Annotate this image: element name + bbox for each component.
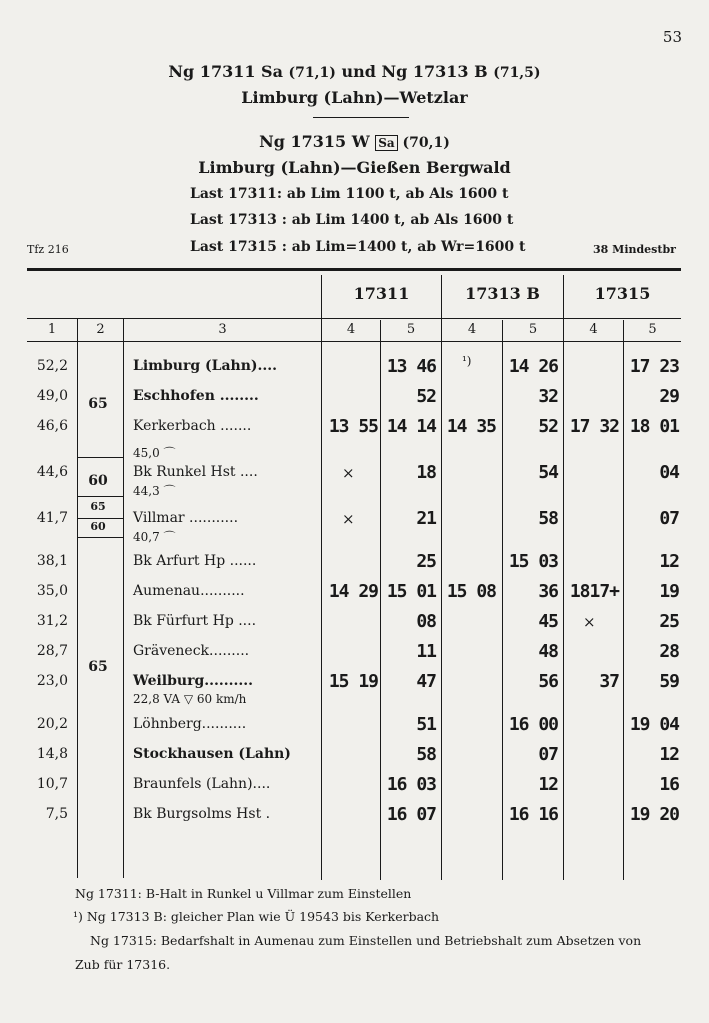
km-note-407: 40,7 ⌒ [133,530,176,544]
colnum-1: 1 [47,322,57,337]
time-cell: 29 [659,386,679,407]
time-cell: 47 [416,671,436,692]
gradient-icon: ⌒ [163,484,176,498]
time-cell: 14 29 [328,581,378,602]
train-17315-header: 17315 [594,284,651,303]
km-value: 52,2 [36,358,68,374]
time-cell: 52 [416,386,436,407]
km-note-443: 44,3 ⌒ [133,484,176,498]
colnum-5c: 5 [648,322,657,337]
time-cell: 04 [659,462,679,483]
sa-boxed-label: Sa [375,135,397,151]
footnote-3-cont: Zub für 17316. [75,957,171,972]
time-cell: 11 [416,641,436,662]
speed-60: 60 [88,473,108,489]
km-value: 31,2 [36,613,68,629]
time-cell: 07 [538,744,558,765]
time-cell: 21 [416,508,436,529]
footnote-ref: ¹) [462,354,472,368]
speed-65-lower: 65 [88,659,108,675]
time-cell: 18 01 [629,416,679,437]
colnum-3: 3 [218,322,227,337]
time-cell: 16 00 [508,714,558,735]
time-cell: 58 [416,744,436,765]
speed-60-small: 60 [90,520,106,533]
time-cell: 37 [599,671,619,692]
table-colnum-rule [27,341,681,342]
km-value: 7,5 [45,806,68,822]
time-cell: 12 [659,744,679,765]
time-cell: 08 [416,611,436,632]
time-cell: 16 16 [508,804,558,825]
mindestbr-label: 38 Mindestbr [593,243,676,256]
station-name: Kerkerbach ....... [133,418,252,434]
time-cell: 45 [538,611,558,632]
vline-7 [563,275,564,880]
footnote-1: Ng 17311: B-Halt in Runkel u Villmar zum Einstellen [75,886,412,901]
time-cell: 14 26 [508,356,558,377]
km-value: 14,8 [36,746,68,762]
time-cell: 14 14 [386,416,436,437]
time-cell: 56 [538,671,558,692]
km-value: 20,2 [36,716,68,732]
time-cell: 15 19 [328,671,378,692]
time-cell: 25 [416,551,436,572]
station-name: Stockhausen (Lahn) [133,746,291,762]
time-cell: 16 [659,774,679,795]
time-cell: 28 [659,641,679,662]
train-17311-header: 17311 [353,284,410,303]
km-value: 35,0 [36,583,68,599]
time-cell: 17 23 [629,356,679,377]
station-name: Bk Burgsolms Hst . [133,806,271,822]
colnum-2: 2 [96,322,105,337]
time-cell: 14 35 [446,416,496,437]
no-stop-marker: × [342,510,355,528]
time-cell: 51 [416,714,436,735]
tfz-label: Tfz 216 [27,243,69,256]
station-name: Bk Runkel Hst .... [133,464,258,480]
km-value: 38,1 [36,553,68,569]
speed-divider [78,518,123,519]
vline-2 [123,318,124,878]
speed-65: 65 [88,396,108,412]
time-cell: 16 03 [386,774,436,795]
km-value: 28,7 [36,643,68,659]
colnum-4c: 4 [589,322,598,337]
km-note-450: 45,0 ⌒ [133,446,176,460]
last-17313: Last 17313 : ab Lim 1400 t, ab Als 1600 t [190,212,514,228]
speed-65-small: 65 [90,500,106,513]
speed-divider [78,457,123,458]
time-cell: 54 [538,462,558,483]
time-cell: 58 [538,508,558,529]
time-cell: 12 [659,551,679,572]
colnum-4a: 4 [346,322,356,337]
train-17313-header: 17313 B [465,284,540,303]
km-value: 23,0 [36,673,68,689]
table-top-rule [27,268,681,271]
time-cell: 15 03 [508,551,558,572]
station-name: Eschhofen ........ [133,388,259,404]
time-cell: 19 04 [629,714,679,735]
last-17315: Last 17315 : ab Lim=1400 t, ab Wr=1600 t [190,239,526,255]
title-line-1: Ng 17311 Sa (71,1) und Ng 17313 B (71,5) [168,62,541,81]
time-cell: 07 [659,508,679,529]
km-value: 44,6 [36,464,68,480]
gradient-icon: ⌒ [163,530,176,544]
time-cell: 19 [659,581,679,602]
time-cell: 13 55 [328,416,378,437]
time-cell: 16 07 [386,804,436,825]
speed-divider [78,537,123,538]
station-name: Gräveneck......... [133,643,250,659]
speed-divider [78,496,123,497]
time-cell: 59 [659,671,679,692]
time-cell: 48 [538,641,558,662]
time-cell: 13 46 [386,356,436,377]
station-name: Aumenau.......... [133,583,245,599]
gradient-icon: ⌒ [163,446,176,460]
time-cell: 52 [538,416,558,437]
page-number: 53 [662,28,682,46]
colnum-5a: 5 [406,322,416,337]
time-cell: 36 [538,581,558,602]
last-17311: Last 17311: ab Lim 1100 t, ab Als 1600 t [190,186,509,202]
vline-3 [321,275,322,880]
time-cell: 17 32 [569,416,619,437]
time-cell: 15 08 [446,581,496,602]
station-name: Bk Arfurt Hp ...... [133,553,257,569]
vline-5 [441,275,442,880]
time-cell: 12 [538,774,558,795]
footnote-2: ¹) Ng 17313 B: gleicher Plan wie Ü 19543 bis Kerkerbach [73,909,440,924]
time-cell: 32 [538,386,558,407]
title-route-2: Limburg (Lahn)—Gießen Bergwald [198,158,511,177]
km-value: 10,7 [36,776,68,792]
title-line-3: Ng 17315 W Sa (70,1) [259,132,450,151]
station-name: Löhnberg.......... [133,716,247,732]
no-stop-marker: × [342,464,355,482]
km-value: 46,6 [36,418,68,434]
header-divider [313,117,409,118]
time-cell: 15 01 [386,581,436,602]
title-route-1: Limburg (Lahn)—Wetzlar [241,88,468,107]
weilburg-note: 22,8 VA ▽ 60 km/h [133,692,247,706]
station-name: Braunfels (Lahn).... [133,776,271,792]
colnum-5b: 5 [528,322,538,337]
colnum-4b: 4 [467,322,477,337]
time-cell: 18 [416,462,436,483]
footnote-3: Ng 17315: Bedarfshalt in Aumenau zum Einstellen und Betriebshalt zum Absetzen von [90,933,642,948]
station-name: Weilburg.......... [133,673,253,689]
table-head-rule [27,318,681,319]
time-cell: 1817+ [569,581,619,602]
station-name: Villmar ........... [133,510,239,526]
km-value: 41,7 [36,510,68,526]
km-value: 49,0 [36,388,68,404]
time-cell: 19 20 [629,804,679,825]
station-name: Limburg (Lahn).... [133,358,277,374]
time-cell: 25 [659,611,679,632]
no-stop-marker: × [583,613,596,631]
station-name: Bk Fürfurt Hp .... [133,613,257,629]
